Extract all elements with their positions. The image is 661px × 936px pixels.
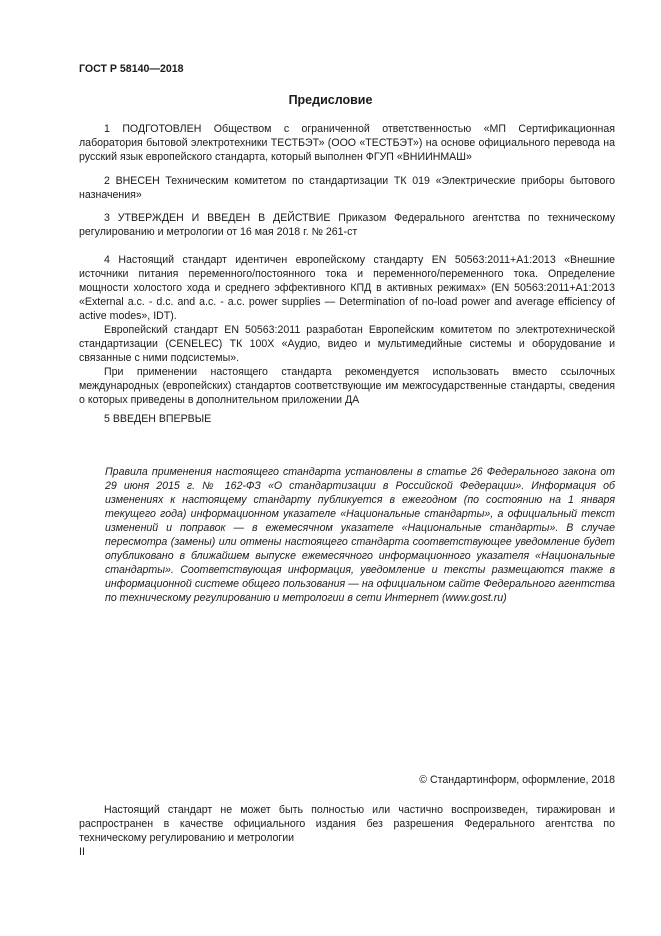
section-2-text: 2 ВНЕСЕН Техническим комитетом по стандартизации ТК 019 «Электрические приборы бытового назначения» xyxy=(79,175,615,201)
reproduction-notice xyxy=(79,803,615,845)
section-3 xyxy=(79,211,615,239)
section-4-paragraph-2: Европейский стандарт EN 50563:2011 разработан Европейским комитетом по электротехнической стандартизации (CENELEC) ТК 100Х «Аудио, видео и мультимедийные системы и оборудование и связанные с ними подсистемы». xyxy=(79,324,615,364)
page-number: II xyxy=(79,846,85,858)
copyright-line: © Стандартинформ, оформление, 2018 xyxy=(419,774,615,786)
section-5 xyxy=(79,412,615,426)
section-1 xyxy=(79,122,615,164)
reproduction-notice-text: Настоящий стандарт не может быть полностью или частично воспроизведен, тиражирован и распространен в качестве официального издания без разрешения Федерального агентства по техническому регулированию и метрологии xyxy=(79,804,615,844)
section-2 xyxy=(79,174,615,202)
section-3-text: 3 УТВЕРЖДЕН И ВВЕДЕН В ДЕЙСТВИЕ Приказом Федерального агентства по техническому регулированию и метрологии от 16 мая 2018 г. № 261-ст xyxy=(79,212,615,238)
document-header: ГОСТ Р 58140—2018 xyxy=(79,63,184,75)
section-4-paragraph-1: 4 Настоящий стандарт идентичен европейскому стандарту EN 50563:2011+A1:2013 «Внешние источники питания переменного/постоянного тока и переменного/переменного тока. Определение мощности холостого хода и среднего эффективного КПД в активных режимах» (EN 50563:2011+A1:2013 «External a.c. - d.c. and a.c. - a.c. power supplies — Determination of no-load power and average efficiency of active modes», IDT). xyxy=(79,254,615,322)
section-4-paragraph-3: При применении настоящего стандарта рекомендуется использовать вместо ссылочных международных (европейских) стандартов соответствующие им межгосударственные стандарты, сведения о которых приведены в дополнительном приложении ДА xyxy=(79,366,615,406)
section-1-text: 1 ПОДГОТОВЛЕН Обществом с ограниченной ответственностью «МП Сертификационная лаборатория бытовой электротехники ТЕСТБЭТ» (ООО «ТЕСТБЭТ») на основе официального перевода на русский язык европейского стандарта, который выполнен ФГУП «ВНИИНМАШ» xyxy=(79,123,615,163)
usage-notice: Правила применения настоящего стандарта установлены в статье 26 Федерального закона от 29 июня 2015 г. № 162-ФЗ «О стандартизации в Российской Федерации». Информация об изменениях к настоящему стандарту публикуется в ежегодном (по состоянию на 1 января текущего года) информационном указателе «Национальные стандарты», а официальный текст изменений и поправок — в ежемесячном указателе «Национальные стандарты». В случае пересмотра (замены) или отмены настоящего стандарта соответствующее уведомление будет опубликовано в ближайшем выпуске ежемесячного информационного указателя «Национальные стандарты». Соответствующая информация, уведомление и тексты размещаются также в информационной системе общего пользования — на официальном сайте Федерального агентства по техническому регулированию и метрологии в сети Интернет (www.gost.ru) xyxy=(105,466,615,604)
section-4 xyxy=(79,253,615,407)
page-title: Предисловие xyxy=(288,93,373,107)
section-5-text: 5 ВВЕДЕН ВПЕРВЫЕ xyxy=(104,413,212,425)
